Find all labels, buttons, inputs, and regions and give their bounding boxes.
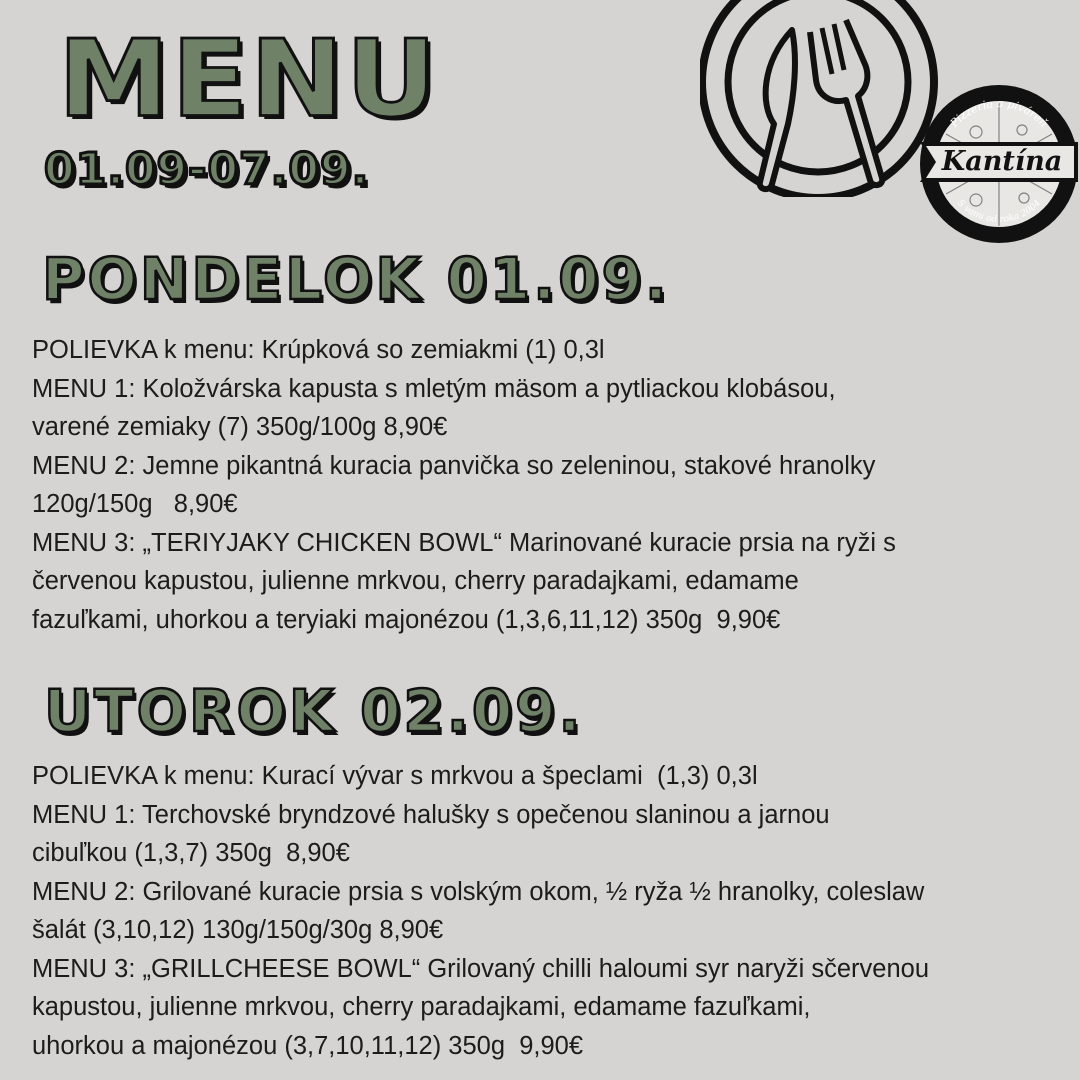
menu-3-line-cont: uhorkou a majonézou (3,7,10,11,12) 350g 9,90€ — [32, 1031, 584, 1060]
menu-2-line: MENU 2: Grilované kuracie prsia s volským okom, ½ ryža ½ hranolky, coleslaw — [32, 877, 925, 906]
menu-1-line-cont: varené zemiaky (7) 350g/100g 8,90€ — [32, 413, 448, 441]
menu-date-range: 01.09-07.09. — [44, 144, 370, 195]
menu-2-line: MENU 2: Jemne pikantná kuracia panvička so zeleninou, stakové hranolky — [32, 451, 876, 480]
kantina-logo-badge — [916, 72, 1080, 252]
badge-bottom-text: S vami od roka 2004 — [955, 198, 1043, 225]
menu-3-line: MENU 3: „TERIYJAKY CHICKEN BOWL“ Marinované kuracie prsia na ryži s — [32, 528, 896, 557]
menu-2-line-cont: šalát (3,10,12) 130g/150g/30g 8,90€ — [32, 916, 444, 944]
menu-3-line-cont: fazuľkami, uhorkou a teryiaki majonézou (1,3,6,11,12) 350g 9,90€ — [32, 605, 781, 634]
menu-2-line-cont: 120g/150g 8,90€ — [32, 490, 238, 518]
day-menu-tuesday — [32, 757, 1042, 1065]
day-menu-monday — [32, 331, 1042, 639]
plate-fork-knife-icon — [700, 0, 945, 197]
menu-3-line-cont: červenou kapustou, julienne mrkvou, cherry paradajkami, edamame — [32, 567, 799, 595]
menu-3-line-cont: kapustou, julienne mrkvou, cherry paradajkami, edamame fazuľkami, — [32, 993, 811, 1021]
soup-line: POLIEVKA k menu: Krúpková so zemiakmi (1) 0,3l — [32, 336, 605, 364]
menu-1-line: MENU 1: Koložvárska kapusta s mletým mäsom a pytliackou klobásou, — [32, 374, 836, 403]
menu-3-line: MENU 3: „GRILLCHEESE BOWL“ Grilovaný chilli haloumi syr naryži sčervenou — [32, 954, 930, 983]
day-heading-monday: PONDELOK 01.09. — [42, 245, 670, 313]
badge-name: Kantína — [941, 146, 1063, 177]
menu-title: MENU — [58, 17, 439, 141]
badge-top-text: Pizzeria a piváreň — [947, 96, 1051, 130]
menu-1-line-cont: cibuľkou (1,3,7) 350g 8,90€ — [32, 839, 350, 867]
soup-line: POLIEVKA k menu: Kurací vývar s mrkvou a špeclami (1,3) 0,3l — [32, 762, 758, 790]
day-heading-tuesday: UTOROK 02.09. — [44, 677, 584, 745]
menu-1-line: MENU 1: Terchovské bryndzové halušky s opečenou slaninou a jarnou — [32, 800, 830, 829]
